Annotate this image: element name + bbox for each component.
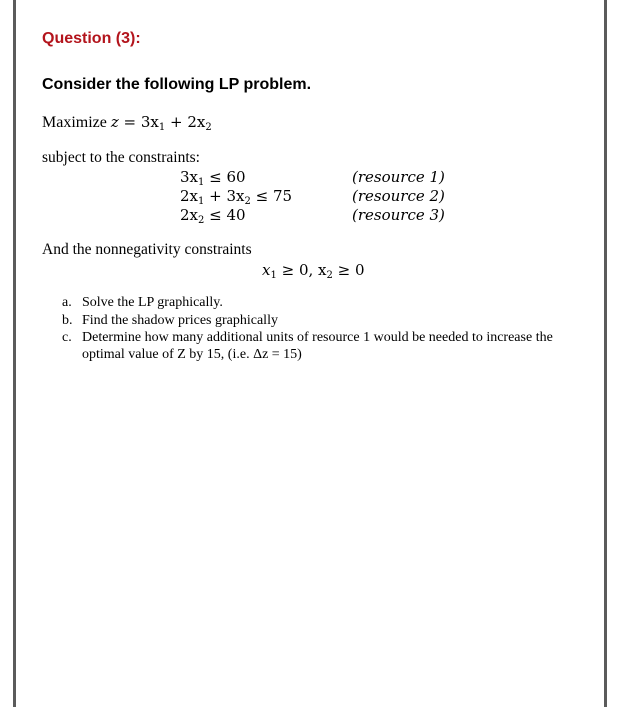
intro-text: Consider the following LP problem.: [42, 76, 312, 93]
resource-3-label: (resource 3): [352, 206, 445, 224]
item-text: Determine how many additional units of resource 1 would be needed to increase the: [82, 330, 553, 345]
subject-to-label: subject to the constraints:: [42, 149, 200, 166]
list-item-continuation: optimal value of Z by 15, (i.e. Δz = 15): [82, 347, 302, 362]
item-marker: b.: [62, 313, 73, 328]
nonnegativity-label: And the nonnegativity constraints: [42, 241, 252, 258]
resource-1-label: (resource 1): [352, 168, 445, 186]
constraint-2: $2x_1 + 3x_2 \le 75$: [180, 187, 293, 207]
list-item: [62, 313, 278, 329]
item-text: Find the shadow prices graphically: [82, 313, 278, 328]
question-title: Question (3):: [42, 30, 141, 47]
item-marker: a.: [62, 295, 72, 310]
list-item: [62, 330, 553, 346]
constraint-3: $2x_2 \le 40$: [180, 206, 246, 226]
nonnegativity-constraints: $x_1 \ge 0$, $x_2 \ge 0$: [262, 261, 365, 281]
objective-function: [42, 113, 212, 132]
list-item: [62, 295, 223, 311]
item-text: Solve the LP graphically.: [82, 295, 223, 310]
constraint-1: $3x_1 \le 60$: [180, 168, 246, 188]
resource-2-label: (resource 2): [352, 187, 445, 205]
item-marker: c.: [62, 330, 72, 345]
objective-label: Maximize: [42, 114, 107, 131]
objective-equation: $z = 3x_1 + 2x_2$: [110, 113, 212, 133]
